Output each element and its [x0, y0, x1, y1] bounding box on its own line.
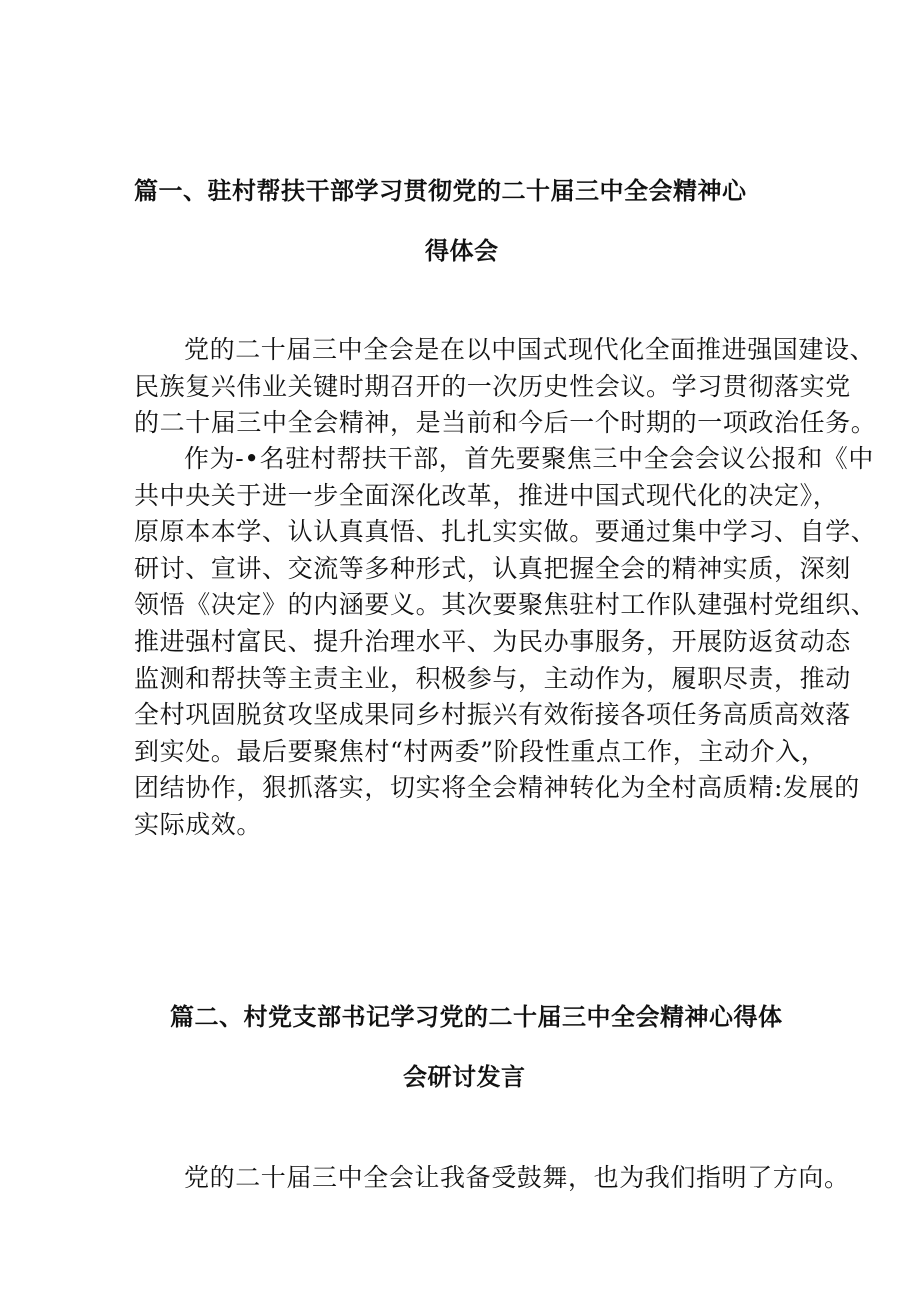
- paragraph-line: 的二十届三中全会精神，是当前和今后一个时期的一项政治任务。: [134, 408, 877, 438]
- section-2-title-line-1: 篇二、村党支部书记学习党的二十届三中全会精神心得体: [170, 1003, 783, 1031]
- section-2-paragraph-1: [134, 1160, 850, 1197]
- paragraph-line: 作为-•名驻村帮扶干部，首先要聚焦三中全会会议公报和《中: [184, 444, 874, 473]
- paragraph-line: 共中央关于进一步全面深化改革，推进中国式现代化的决定》，: [134, 480, 839, 510]
- paragraph-line: 原原本本学、认认真真悟、扎扎实实做。要通过集中学习、自学、: [134, 517, 877, 547]
- paragraph-line: 党的二十届三中全会是在以中国式现代化全面推进强国建设、: [184, 335, 876, 364]
- paragraph-line: 研讨、宣讲、交流等多种形式，认真把握全会的精神实质，深刻: [134, 553, 851, 583]
- paragraph-line: 领悟《决定》的内涵要义。其次要聚焦驻村工作队建强村党组织、: [134, 590, 877, 620]
- section-2-title-line-2: 会研讨发言: [403, 1063, 526, 1091]
- paragraph-line: 实际成效。: [134, 809, 263, 839]
- paragraph-line: 团结协作，狠抓落实，切实将全会精神转化为全村高质精:发展的: [134, 773, 860, 803]
- paragraph-line: 党的二十届三中全会让我备受鼓舞，也为我们指明了方向。: [184, 1163, 850, 1192]
- section-1-paragraph-2: [134, 441, 877, 844]
- paragraph-line: 全村巩固脱贫攻坚成果同乡村振兴有效衔接各项任务高质高效落: [134, 700, 851, 730]
- paragraph-line: 民族复兴伟业关键时期召开的一次历史性会议。学习贯彻落实党: [134, 371, 851, 401]
- paragraph-line: 推进强村富民、提升治理水平、为民办事服务，开展防返贫动态: [134, 626, 851, 656]
- section-1-paragraph-1: [134, 332, 877, 442]
- paragraph-line: 监测和帮扶等主责主业，积极参与，主动作为，履职尽责，推动: [134, 663, 851, 693]
- section-1-title-line-1: 篇一、驻村帮扶干部学习贯彻党的二十届三中全会精神心: [134, 177, 747, 205]
- paragraph-line: 到实处。最后要聚焦村“村两委”阶段性重点工作，主动介入，: [134, 736, 827, 766]
- section-1-title-line-2: 得体会: [425, 237, 499, 265]
